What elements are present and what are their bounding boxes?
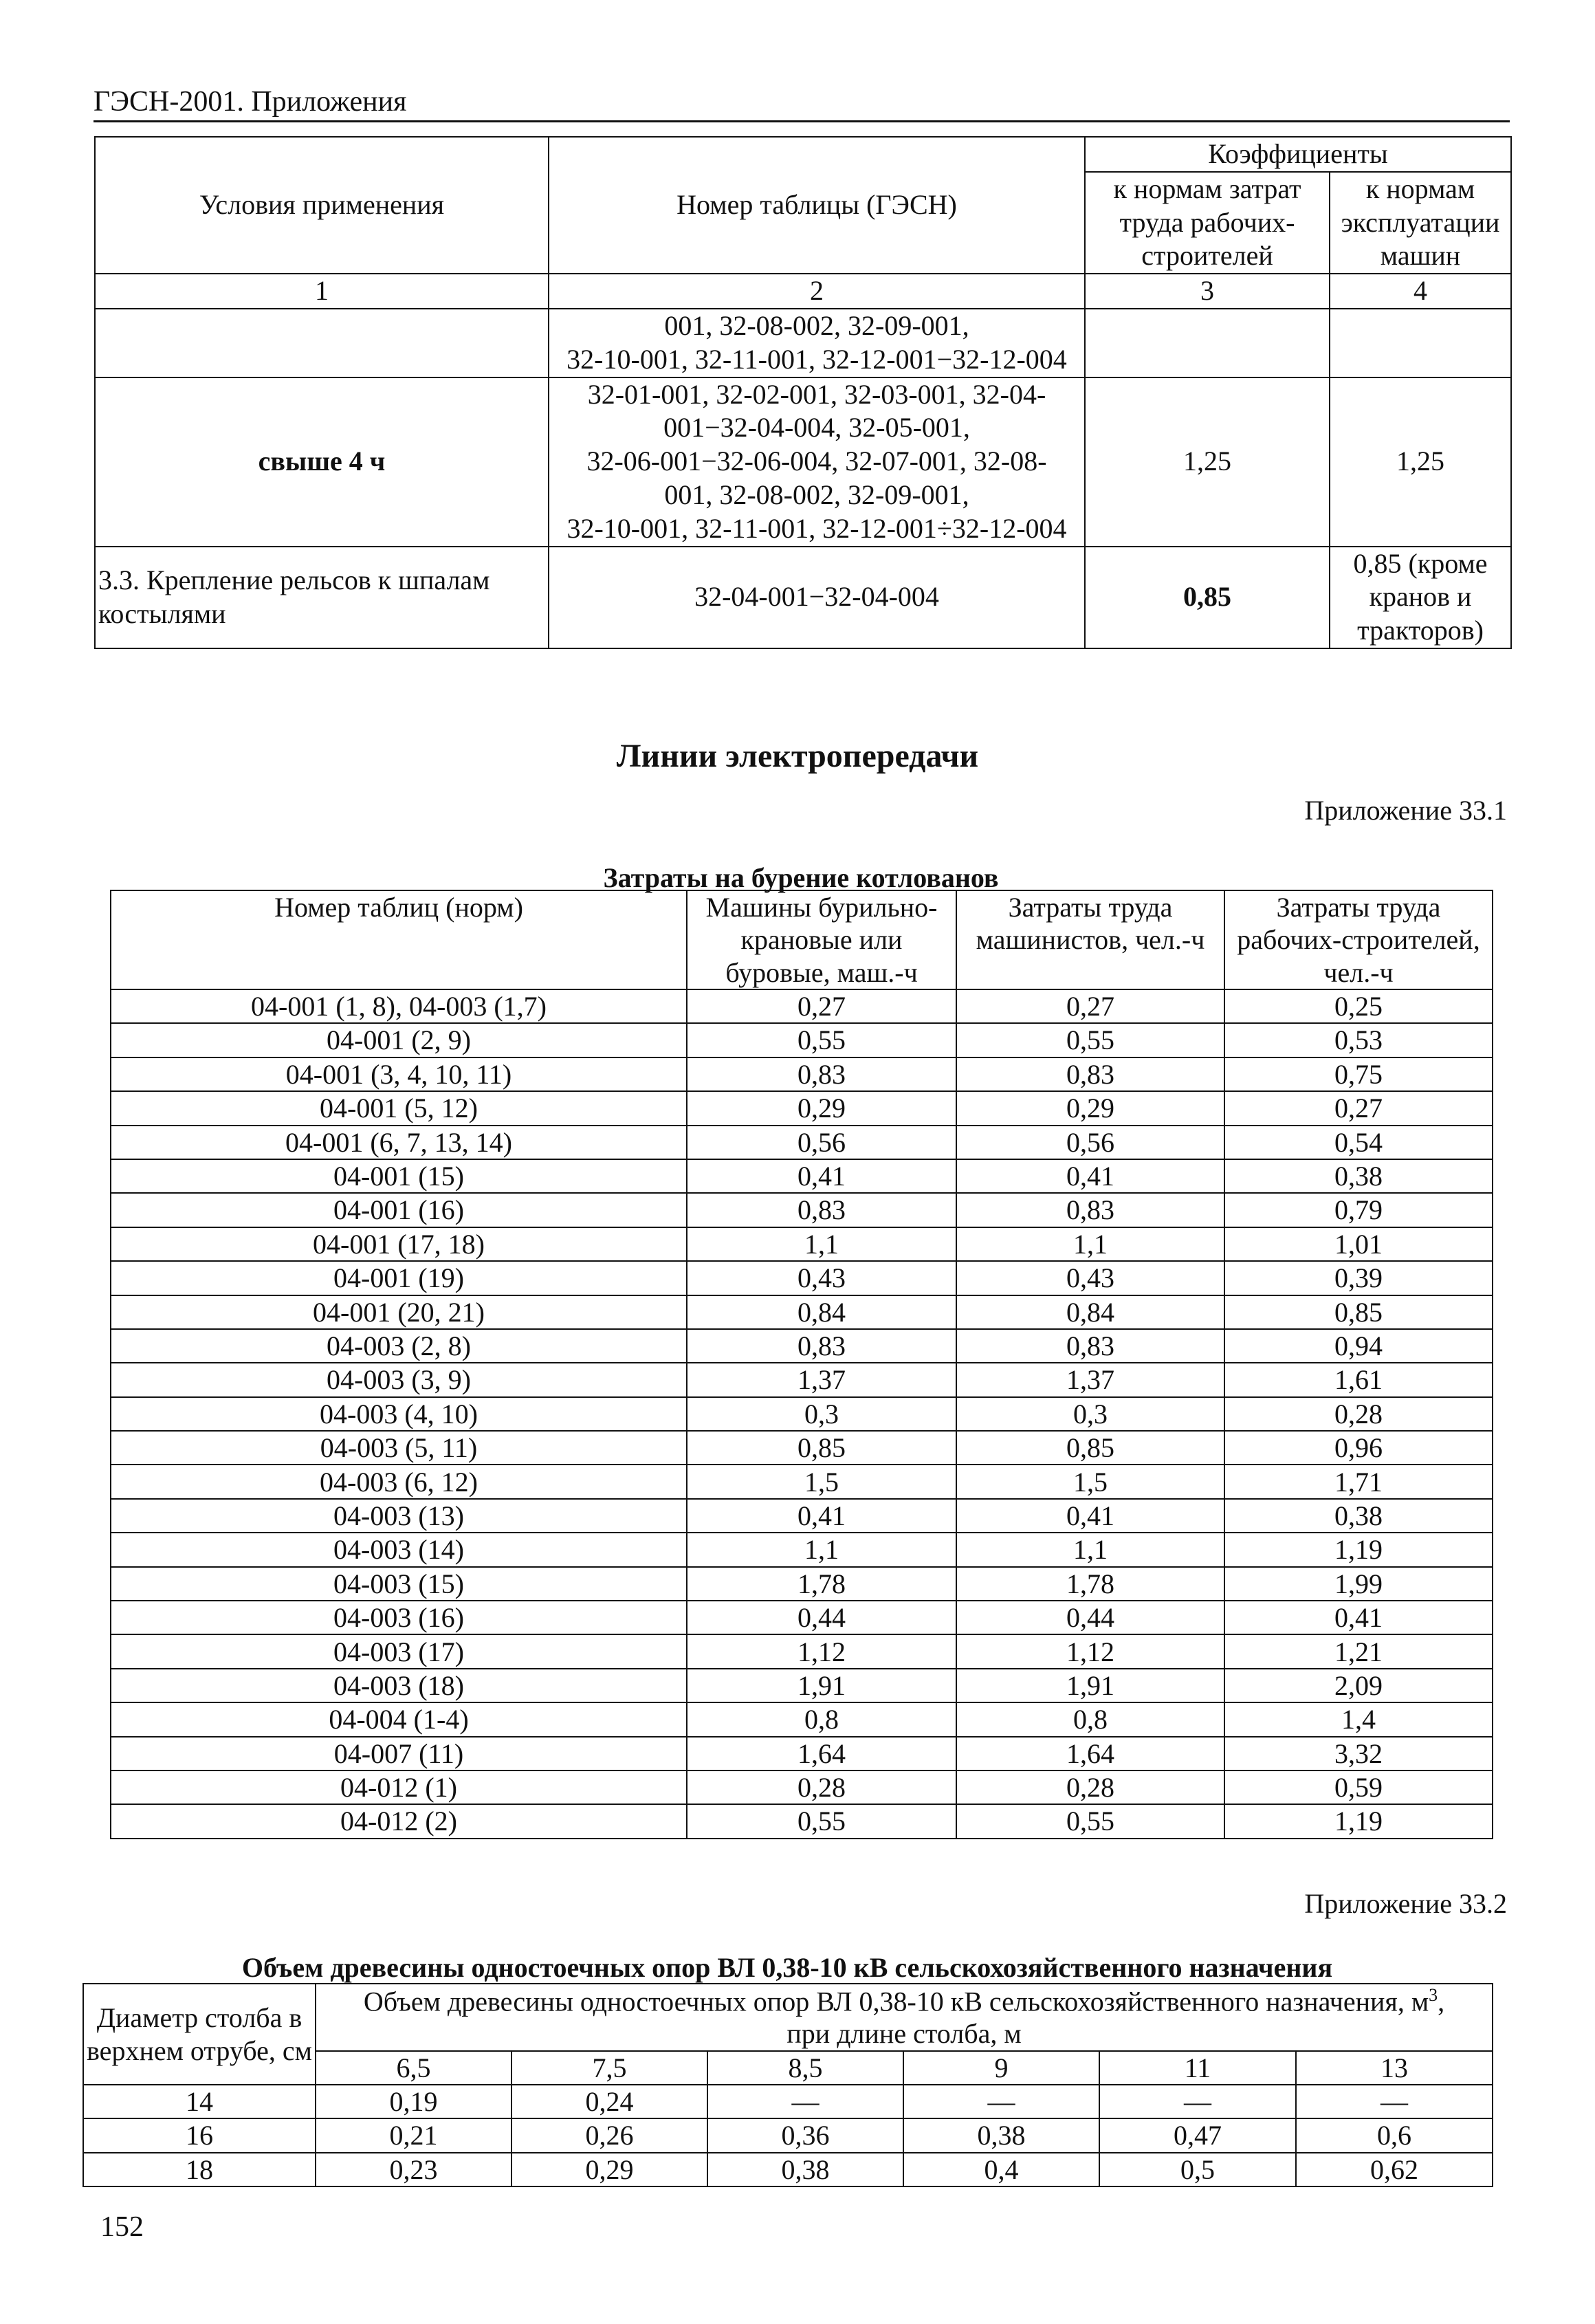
volume-cell: 0,36 bbox=[707, 2118, 903, 2152]
value-cell: 1,99 bbox=[1224, 1567, 1493, 1601]
table-row bbox=[111, 1126, 1493, 1159]
table-row bbox=[95, 309, 1511, 377]
volume-cell: 0,21 bbox=[316, 2118, 512, 2152]
norm-number-cell: 04-001 (17, 18) bbox=[111, 1227, 687, 1261]
norm-number-cell: 04-003 (6, 12) bbox=[111, 1465, 687, 1498]
value-cell: 1,01 bbox=[1224, 1227, 1493, 1261]
value-cell: 0,27 bbox=[956, 989, 1224, 1023]
norm-number-cell: 04-003 (15) bbox=[111, 1567, 687, 1601]
value-cell: 1,37 bbox=[687, 1363, 956, 1396]
value-cell: 0,29 bbox=[956, 1091, 1224, 1125]
norm-number-cell: 04-003 (13) bbox=[111, 1499, 687, 1533]
coefficients-table bbox=[94, 136, 1512, 649]
header-cell: Затраты труда машинистов, чел.-ч bbox=[956, 890, 1224, 989]
value-cell: 1,91 bbox=[687, 1669, 956, 1702]
diameter-cell: 16 bbox=[83, 2118, 316, 2152]
length-header-cell: 8,5 bbox=[707, 2051, 903, 2085]
table-row bbox=[111, 1499, 1493, 1533]
value-cell: 0,38 bbox=[1224, 1159, 1493, 1193]
volume-cell: 0,4 bbox=[903, 2153, 1099, 2186]
norm-number-cell: 04-004 (1-4) bbox=[111, 1702, 687, 1736]
table-row bbox=[111, 1465, 1493, 1498]
norm-number-cell: 04-003 (2, 8) bbox=[111, 1329, 687, 1363]
machines-coefficient bbox=[1330, 309, 1511, 377]
value-cell: 0,43 bbox=[956, 1261, 1224, 1295]
table-row bbox=[83, 2118, 1493, 2152]
table-row bbox=[111, 1804, 1493, 1838]
length-header-cell: 6,5 bbox=[316, 2051, 512, 2085]
value-cell: 2,09 bbox=[1224, 1669, 1493, 1702]
header-cell: Машины бурильно-крановые или буровые, маш.-ч bbox=[687, 890, 956, 989]
value-cell: 1,37 bbox=[956, 1363, 1224, 1396]
table-title: Объем древесины одностоечных опор ВЛ 0,38-10 кВ сельскохозяйственного назначения bbox=[241, 1952, 1333, 1983]
header-coefficients: Коэффициенты bbox=[1085, 137, 1511, 172]
value-cell: 0,83 bbox=[687, 1329, 956, 1363]
wood-volume-table bbox=[82, 1983, 1493, 2187]
column-number: 2 bbox=[549, 274, 1085, 309]
volume-cell: 0,29 bbox=[512, 2153, 707, 2186]
table-row bbox=[83, 2085, 1493, 2118]
table-row bbox=[111, 1329, 1493, 1363]
value-cell: 0,44 bbox=[687, 1601, 956, 1634]
norm-number-cell: 04-003 (18) bbox=[111, 1669, 687, 1702]
norm-number-cell: 04-012 (2) bbox=[111, 1804, 687, 1838]
value-cell: 0,83 bbox=[956, 1057, 1224, 1091]
value-cell: 0,83 bbox=[687, 1193, 956, 1227]
value-cell: 0,55 bbox=[956, 1804, 1224, 1838]
header-volume-line bbox=[319, 1985, 1489, 2018]
norm-number-cell: 04-003 (14) bbox=[111, 1533, 687, 1566]
table-numbers-line: 32-10-001, 32-11-001, 32-12-001−32-12-004 bbox=[566, 343, 1067, 375]
value-cell: 0,54 bbox=[1224, 1126, 1493, 1159]
value-cell: 0,83 bbox=[956, 1329, 1224, 1363]
header-conditions: Условия применения bbox=[95, 137, 549, 274]
header-cell: Затраты труда рабочих-строителей, чел.-ч bbox=[1224, 890, 1493, 989]
diameter-cell: 14 bbox=[83, 2085, 316, 2118]
diameter-cell: 18 bbox=[83, 2153, 316, 2186]
header-volume-line: при длине столба, м bbox=[786, 2018, 1022, 2050]
value-cell: 3,32 bbox=[1224, 1737, 1493, 1771]
value-cell: 0,85 bbox=[687, 1431, 956, 1465]
value-cell: 0,56 bbox=[687, 1126, 956, 1159]
value-cell: 1,12 bbox=[687, 1634, 956, 1668]
header-machines: к нормам эксплуатации машин bbox=[1330, 172, 1511, 274]
volume-cell: 0,38 bbox=[707, 2153, 903, 2186]
header-table-number: Номер таблицы (ГЭСН) bbox=[549, 137, 1085, 274]
value-cell: 1,5 bbox=[956, 1465, 1224, 1498]
value-cell: 0,27 bbox=[1224, 1091, 1493, 1125]
labor-coefficient: 1,25 bbox=[1085, 377, 1330, 547]
length-header-cell: 13 bbox=[1296, 2051, 1493, 2085]
norm-number-cell: 04-001 (20, 21) bbox=[111, 1295, 687, 1329]
condition-cell: 3.3. Крепление рельсов к шпалам костылями bbox=[95, 547, 549, 648]
table-header-row bbox=[111, 890, 1493, 989]
norm-number-cell: 04-003 (16) bbox=[111, 1601, 687, 1634]
table-row bbox=[111, 1363, 1493, 1396]
value-cell: 0,59 bbox=[1224, 1771, 1493, 1804]
column-number: 4 bbox=[1330, 274, 1511, 309]
value-cell: 0,3 bbox=[687, 1397, 956, 1431]
value-cell: 0,3 bbox=[956, 1397, 1224, 1431]
value-cell: 1,12 bbox=[956, 1634, 1224, 1668]
norm-number-cell: 04-001 (19) bbox=[111, 1261, 687, 1295]
norm-number-cell: 04-001 (1, 8), 04-003 (1,7) bbox=[111, 989, 687, 1023]
length-header-cell: 11 bbox=[1099, 2051, 1296, 2085]
header-volume bbox=[316, 1984, 1493, 2051]
value-cell: 0,85 bbox=[956, 1431, 1224, 1465]
value-cell: 1,64 bbox=[687, 1737, 956, 1771]
header-labor: к нормам затрат труда рабочих-строителей bbox=[1085, 172, 1330, 274]
machines-coefficient: 1,25 bbox=[1330, 377, 1511, 547]
table-row bbox=[111, 1601, 1493, 1634]
value-cell: 0,55 bbox=[956, 1023, 1224, 1057]
volume-cell: — bbox=[1296, 2085, 1493, 2118]
volume-cell: 0,62 bbox=[1296, 2153, 1493, 2186]
value-cell: 1,78 bbox=[956, 1567, 1224, 1601]
norm-number-cell: 04-001 (15) bbox=[111, 1159, 687, 1193]
value-cell: 1,5 bbox=[687, 1465, 956, 1498]
table-row bbox=[111, 1295, 1493, 1329]
table-row bbox=[111, 1669, 1493, 1702]
norm-number-cell: 04-003 (5, 11) bbox=[111, 1431, 687, 1465]
table-row bbox=[111, 1023, 1493, 1057]
value-cell: 0,27 bbox=[687, 989, 956, 1023]
value-cell: 0,28 bbox=[687, 1771, 956, 1804]
table-row bbox=[83, 2153, 1493, 2186]
volume-cell: 0,19 bbox=[316, 2085, 512, 2118]
condition-cell bbox=[95, 309, 549, 377]
value-cell: 0,39 bbox=[1224, 1261, 1493, 1295]
table-numbers-line: 32-01-001, 32-02-001, 32-03-001, 32-04- bbox=[587, 378, 1046, 410]
header-volume-text: Объем древесины одностоечных опор ВЛ 0,38-10 кВ сельскохозяйственного назначения, м bbox=[363, 1985, 1429, 2017]
labor-coefficient bbox=[1085, 309, 1330, 377]
header-cell: Номер таблиц (норм) bbox=[111, 890, 687, 989]
value-cell: 1,19 bbox=[1224, 1533, 1493, 1566]
value-cell: 1,4 bbox=[1224, 1702, 1493, 1736]
header-rule bbox=[94, 120, 1510, 122]
table-row bbox=[111, 1771, 1493, 1804]
norm-number-cell: 04-003 (3, 9) bbox=[111, 1363, 687, 1396]
value-cell: 0,83 bbox=[687, 1057, 956, 1091]
value-cell: 0,44 bbox=[956, 1601, 1224, 1634]
value-cell: 0,85 bbox=[1224, 1295, 1493, 1329]
norm-number-cell: 04-001 (6, 7, 13, 14) bbox=[111, 1126, 687, 1159]
value-cell: 1,1 bbox=[956, 1533, 1224, 1566]
norm-number-cell: 04-001 (2, 9) bbox=[111, 1023, 687, 1057]
table-numbers-line: 001, 32-08-002, 32-09-001, bbox=[664, 479, 969, 510]
value-cell: 0,83 bbox=[956, 1193, 1224, 1227]
value-cell: 0,41 bbox=[956, 1499, 1224, 1533]
table-numbers-cell bbox=[549, 309, 1085, 377]
table-numbers-cell bbox=[549, 377, 1085, 547]
volume-cell: 0,23 bbox=[316, 2153, 512, 2186]
table-row bbox=[111, 1737, 1493, 1771]
value-cell: 0,94 bbox=[1224, 1329, 1493, 1363]
norm-number-cell: 04-012 (1) bbox=[111, 1771, 687, 1804]
length-header-cell: 7,5 bbox=[512, 2051, 707, 2085]
value-cell: 0,28 bbox=[1224, 1397, 1493, 1431]
table-row bbox=[111, 1702, 1493, 1736]
volume-cell: 0,38 bbox=[903, 2118, 1099, 2152]
volume-cell: 0,5 bbox=[1099, 2153, 1296, 2186]
norm-number-cell: 04-003 (4, 10) bbox=[111, 1397, 687, 1431]
value-cell: 1,78 bbox=[687, 1567, 956, 1601]
value-cell: 0,84 bbox=[687, 1295, 956, 1329]
value-cell: 0,55 bbox=[687, 1804, 956, 1838]
volume-cell: 0,6 bbox=[1296, 2118, 1493, 2152]
value-cell: 0,41 bbox=[687, 1159, 956, 1193]
value-cell: 0,41 bbox=[687, 1499, 956, 1533]
value-cell: 0,56 bbox=[956, 1126, 1224, 1159]
value-cell: 0,41 bbox=[1224, 1601, 1493, 1634]
value-cell: 1,21 bbox=[1224, 1634, 1493, 1668]
value-cell: 0,43 bbox=[687, 1261, 956, 1295]
page-header-title: ГЭСН-2001. Приложения bbox=[94, 86, 407, 118]
norm-number-cell: 04-003 (17) bbox=[111, 1634, 687, 1668]
appendix-label: Приложение 33.1 bbox=[1304, 795, 1507, 826]
header-diameter: Диаметр столба в верхнем отрубе, см bbox=[83, 1984, 316, 2085]
table-row bbox=[111, 1193, 1493, 1227]
header-volume-unit-sup: 3 bbox=[1429, 1984, 1438, 2005]
value-cell: 0,8 bbox=[687, 1702, 956, 1736]
table-row bbox=[111, 1533, 1493, 1566]
value-cell: 0,25 bbox=[1224, 989, 1493, 1023]
value-cell: 0,96 bbox=[1224, 1431, 1493, 1465]
norm-number-cell: 04-001 (3, 4, 10, 11) bbox=[111, 1057, 687, 1091]
value-cell: 0,75 bbox=[1224, 1057, 1493, 1091]
table-row bbox=[111, 1091, 1493, 1125]
volume-cell: 0,26 bbox=[512, 2118, 707, 2152]
section-title: Линии электропередачи bbox=[616, 738, 979, 774]
column-number: 1 bbox=[95, 274, 549, 309]
page-number: 152 bbox=[100, 2211, 144, 2243]
norm-number-cell: 04-001 (5, 12) bbox=[111, 1091, 687, 1125]
table-row bbox=[111, 1261, 1493, 1295]
volume-cell: — bbox=[1099, 2085, 1296, 2118]
table-numbers-line: 001−32-04-004, 32-05-001, bbox=[663, 412, 970, 443]
value-cell: 0,28 bbox=[956, 1771, 1224, 1804]
table-row bbox=[95, 547, 1511, 648]
value-cell: 1,71 bbox=[1224, 1465, 1493, 1498]
condition-cell: свыше 4 ч bbox=[95, 377, 549, 547]
norm-number-cell: 04-007 (11) bbox=[111, 1737, 687, 1771]
volume-cell: 0,24 bbox=[512, 2085, 707, 2118]
table-numbers-line: 001, 32-08-002, 32-09-001, bbox=[664, 309, 969, 341]
value-cell: 0,8 bbox=[956, 1702, 1224, 1736]
value-cell: 0,38 bbox=[1224, 1499, 1493, 1533]
machines-coefficient: 0,85 (кроме кранов и тракторов) bbox=[1330, 547, 1511, 648]
volume-cell: — bbox=[707, 2085, 903, 2118]
length-header-cell: 9 bbox=[903, 2051, 1099, 2085]
value-cell: 0,41 bbox=[956, 1159, 1224, 1193]
table-row bbox=[111, 989, 1493, 1023]
column-number: 3 bbox=[1085, 274, 1330, 309]
value-cell: 0,29 bbox=[687, 1091, 956, 1125]
value-cell: 1,19 bbox=[1224, 1804, 1493, 1838]
table-row bbox=[111, 1634, 1493, 1668]
table-row bbox=[111, 1567, 1493, 1601]
value-cell: 1,64 bbox=[956, 1737, 1224, 1771]
norm-number-cell: 04-001 (16) bbox=[111, 1193, 687, 1227]
value-cell: 0,53 bbox=[1224, 1023, 1493, 1057]
value-cell: 1,91 bbox=[956, 1669, 1224, 1702]
table-numbers-line: 32-10-001, 32-11-001, 32-12-001÷32-12-004 bbox=[566, 512, 1067, 544]
table-row bbox=[111, 1431, 1493, 1465]
table-row bbox=[111, 1159, 1493, 1193]
header-volume-tail: , bbox=[1438, 1985, 1445, 2017]
appendix-label: Приложение 33.2 bbox=[1304, 1888, 1507, 1919]
table-row bbox=[111, 1227, 1493, 1261]
table-row bbox=[111, 1057, 1493, 1091]
drilling-costs-table bbox=[110, 890, 1493, 1839]
value-cell: 1,1 bbox=[687, 1533, 956, 1566]
volume-cell: — bbox=[903, 2085, 1099, 2118]
value-cell: 1,61 bbox=[1224, 1363, 1493, 1396]
value-cell: 0,79 bbox=[1224, 1193, 1493, 1227]
value-cell: 1,1 bbox=[956, 1227, 1224, 1261]
volume-cell: 0,47 bbox=[1099, 2118, 1296, 2152]
value-cell: 0,84 bbox=[956, 1295, 1224, 1329]
labor-coefficient: 0,85 bbox=[1085, 547, 1330, 648]
table-title: Затраты на бурение котлованов bbox=[603, 862, 999, 893]
value-cell: 1,1 bbox=[687, 1227, 956, 1261]
table-row bbox=[111, 1397, 1493, 1431]
value-cell: 0,55 bbox=[687, 1023, 956, 1057]
table-numbers-line: 32-06-001−32-06-004, 32-07-001, 32-08- bbox=[586, 446, 1047, 477]
table-numbers-cell: 32-04-001−32-04-004 bbox=[549, 547, 1085, 648]
table-row bbox=[95, 377, 1511, 547]
